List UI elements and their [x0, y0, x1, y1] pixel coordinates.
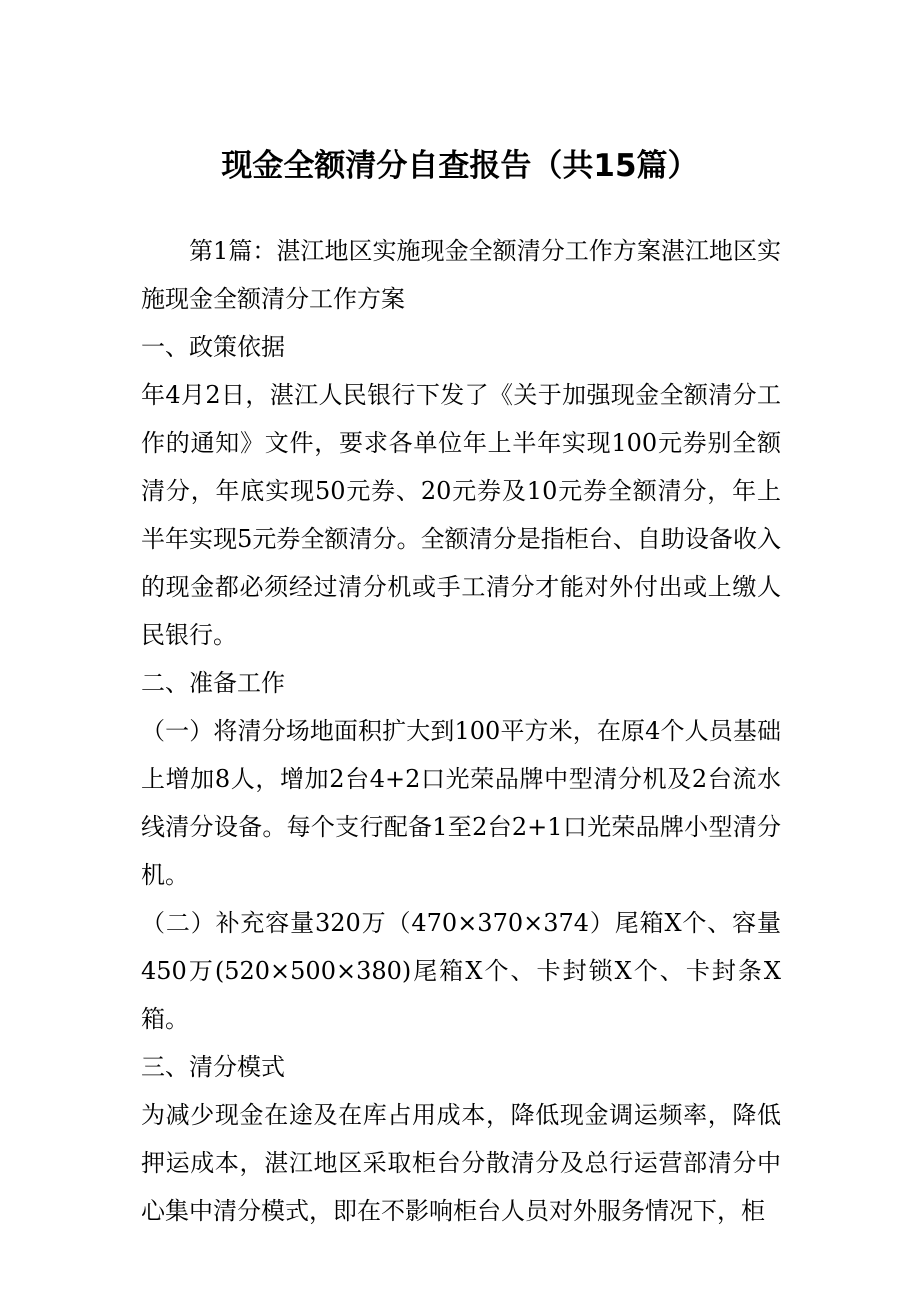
- section-heading-sorting-mode: 三、清分模式: [141, 1053, 285, 1081]
- section-heading-policy-basis: 一、政策依据: [141, 333, 285, 361]
- paragraph-sorting-mode: 为减少现金在途及在库占用成本，降低现金调运频率，降低押运成本，湛江地区采取柜台分散清分及总行运营部清分中心集中清分模式，即在不影响柜台人员对外服务情况下，柜: [141, 1101, 781, 1225]
- document-body: [141, 227, 781, 1235]
- paragraph-preparation-1: （一）将清分场地面积扩大到100平方米，在原4个人员基础上增加8人，增加2台4+2口光荣品牌中型清分机及2台流水线清分设备。每个支行配备1至2台2+1口光荣品牌小型清分机。: [141, 717, 781, 889]
- document-title: 现金全额清分自查报告（共15篇）: [221, 148, 699, 184]
- section-heading-preparation: 二、准备工作: [141, 669, 285, 697]
- paragraph-preparation-2: （二）补充容量320万（470×370×374）尾箱X个、容量450万(520×500×380)尾箱X个、卡封锁X个、卡封条X箱。: [141, 909, 781, 1033]
- paragraph-policy-basis: 年4月2日，湛江人民银行下发了《关于加强现金全额清分工作的通知》文件，要求各单位年上半年实现100元券别全额清分，年底实现50元券、20元券及10元券全额清分，年上半年实现5元券全额清分。全额清分是指柜台、自助设备收入的现金都必须经过清分机或手工清分才能对外付出或上缴人民银行。: [141, 381, 781, 649]
- article-heading: 第1篇：湛江地区实施现金全额清分工作方案湛江地区实施现金全额清分工作方案: [141, 237, 781, 313]
